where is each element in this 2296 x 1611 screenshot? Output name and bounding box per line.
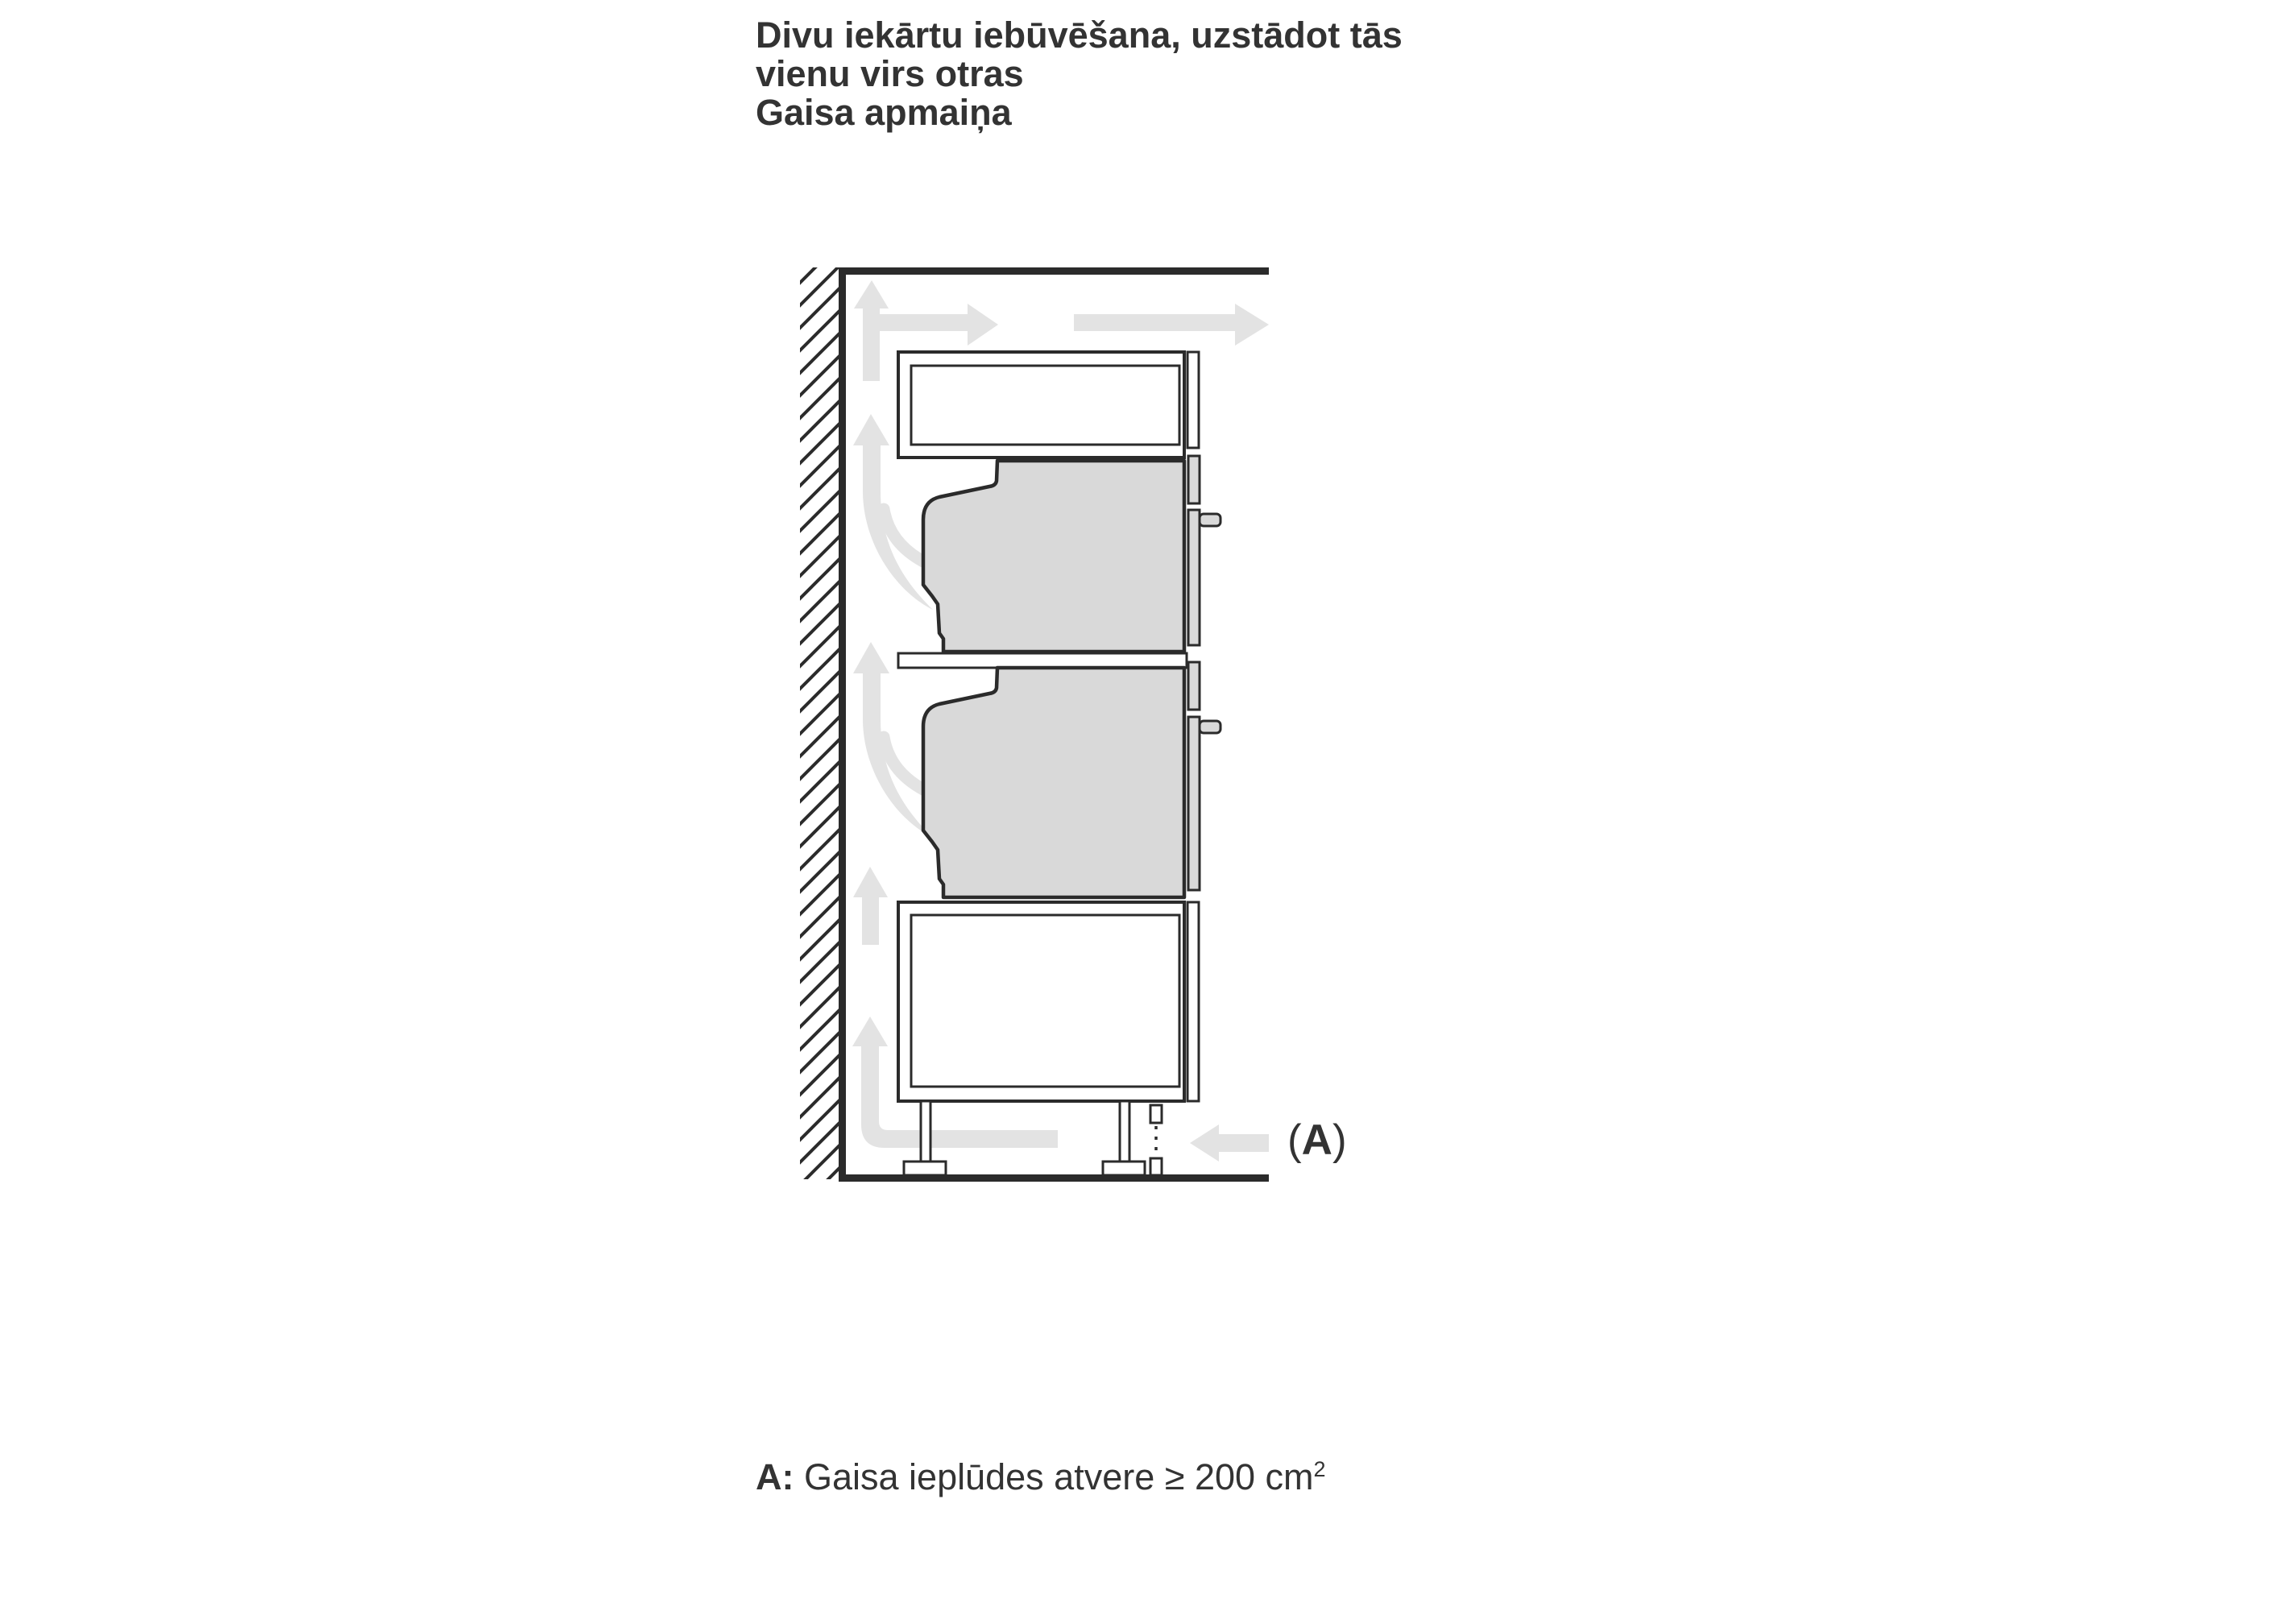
base-cabinet [898,902,1199,1101]
lower-oven-body [923,668,1184,897]
cabinet-leg-left-foot [904,1162,946,1175]
upper-oven-handle [1200,514,1221,526]
airflow-up-arrow-base-cabinet [853,867,888,945]
cabinet-leg-left-stem [921,1101,930,1163]
airflow-curve-arrow-lower-oven [853,642,933,838]
air-inlet-label-close-paren: ) [1332,1116,1347,1164]
lower-oven-handle [1200,721,1221,733]
upper-oven-control-panel-edge [1188,456,1200,503]
plinth-vent-marker [1150,1105,1162,1175]
base-cabinet-front-panel [1187,902,1199,1101]
cabinet-leg-right-foot [1103,1162,1145,1175]
plinth-vent-marker-bottom [1150,1158,1162,1175]
cabinet-leg-right-stem [1120,1101,1129,1163]
wall-line [839,267,846,1182]
lower-oven [923,662,1221,897]
caption-superscript: 2 [1313,1457,1326,1481]
middle-shelf [898,653,1187,668]
title-line-3: Gaisa apmaiņa [756,92,1012,133]
air-inlet-label-open-paren: ( [1287,1116,1302,1164]
airflow-exhaust-arrow-top-right [1074,304,1269,346]
lower-oven-door-edge [1188,717,1200,890]
top-boundary-line [839,267,1269,275]
upper-oven-body [923,461,1184,652]
upper-oven [923,456,1221,652]
air-inlet-label [1287,1118,1347,1163]
upper-oven-door-edge [1188,510,1200,645]
title-line-1: Divu iekārtu iebūvēšana, uzstādot tās [756,14,1403,56]
plinth-vent-marker-top [1150,1105,1162,1123]
wall-hatching [800,267,843,1179]
upper-cabinet-front-panel [1187,352,1199,448]
lower-oven-control-panel-edge [1188,662,1200,710]
upper-cabinet [898,352,1199,458]
air-inlet-label-letter: A [1301,1116,1332,1164]
figure-caption [756,1456,1326,1498]
caption-text: Gaisa ieplūdes atvere ≥ 200 cm [794,1456,1314,1497]
title-line-2: vienu virs otras [756,53,1024,94]
caption-prefix: A: [756,1456,794,1497]
airflow-inlet-arrow-a [1190,1124,1269,1162]
